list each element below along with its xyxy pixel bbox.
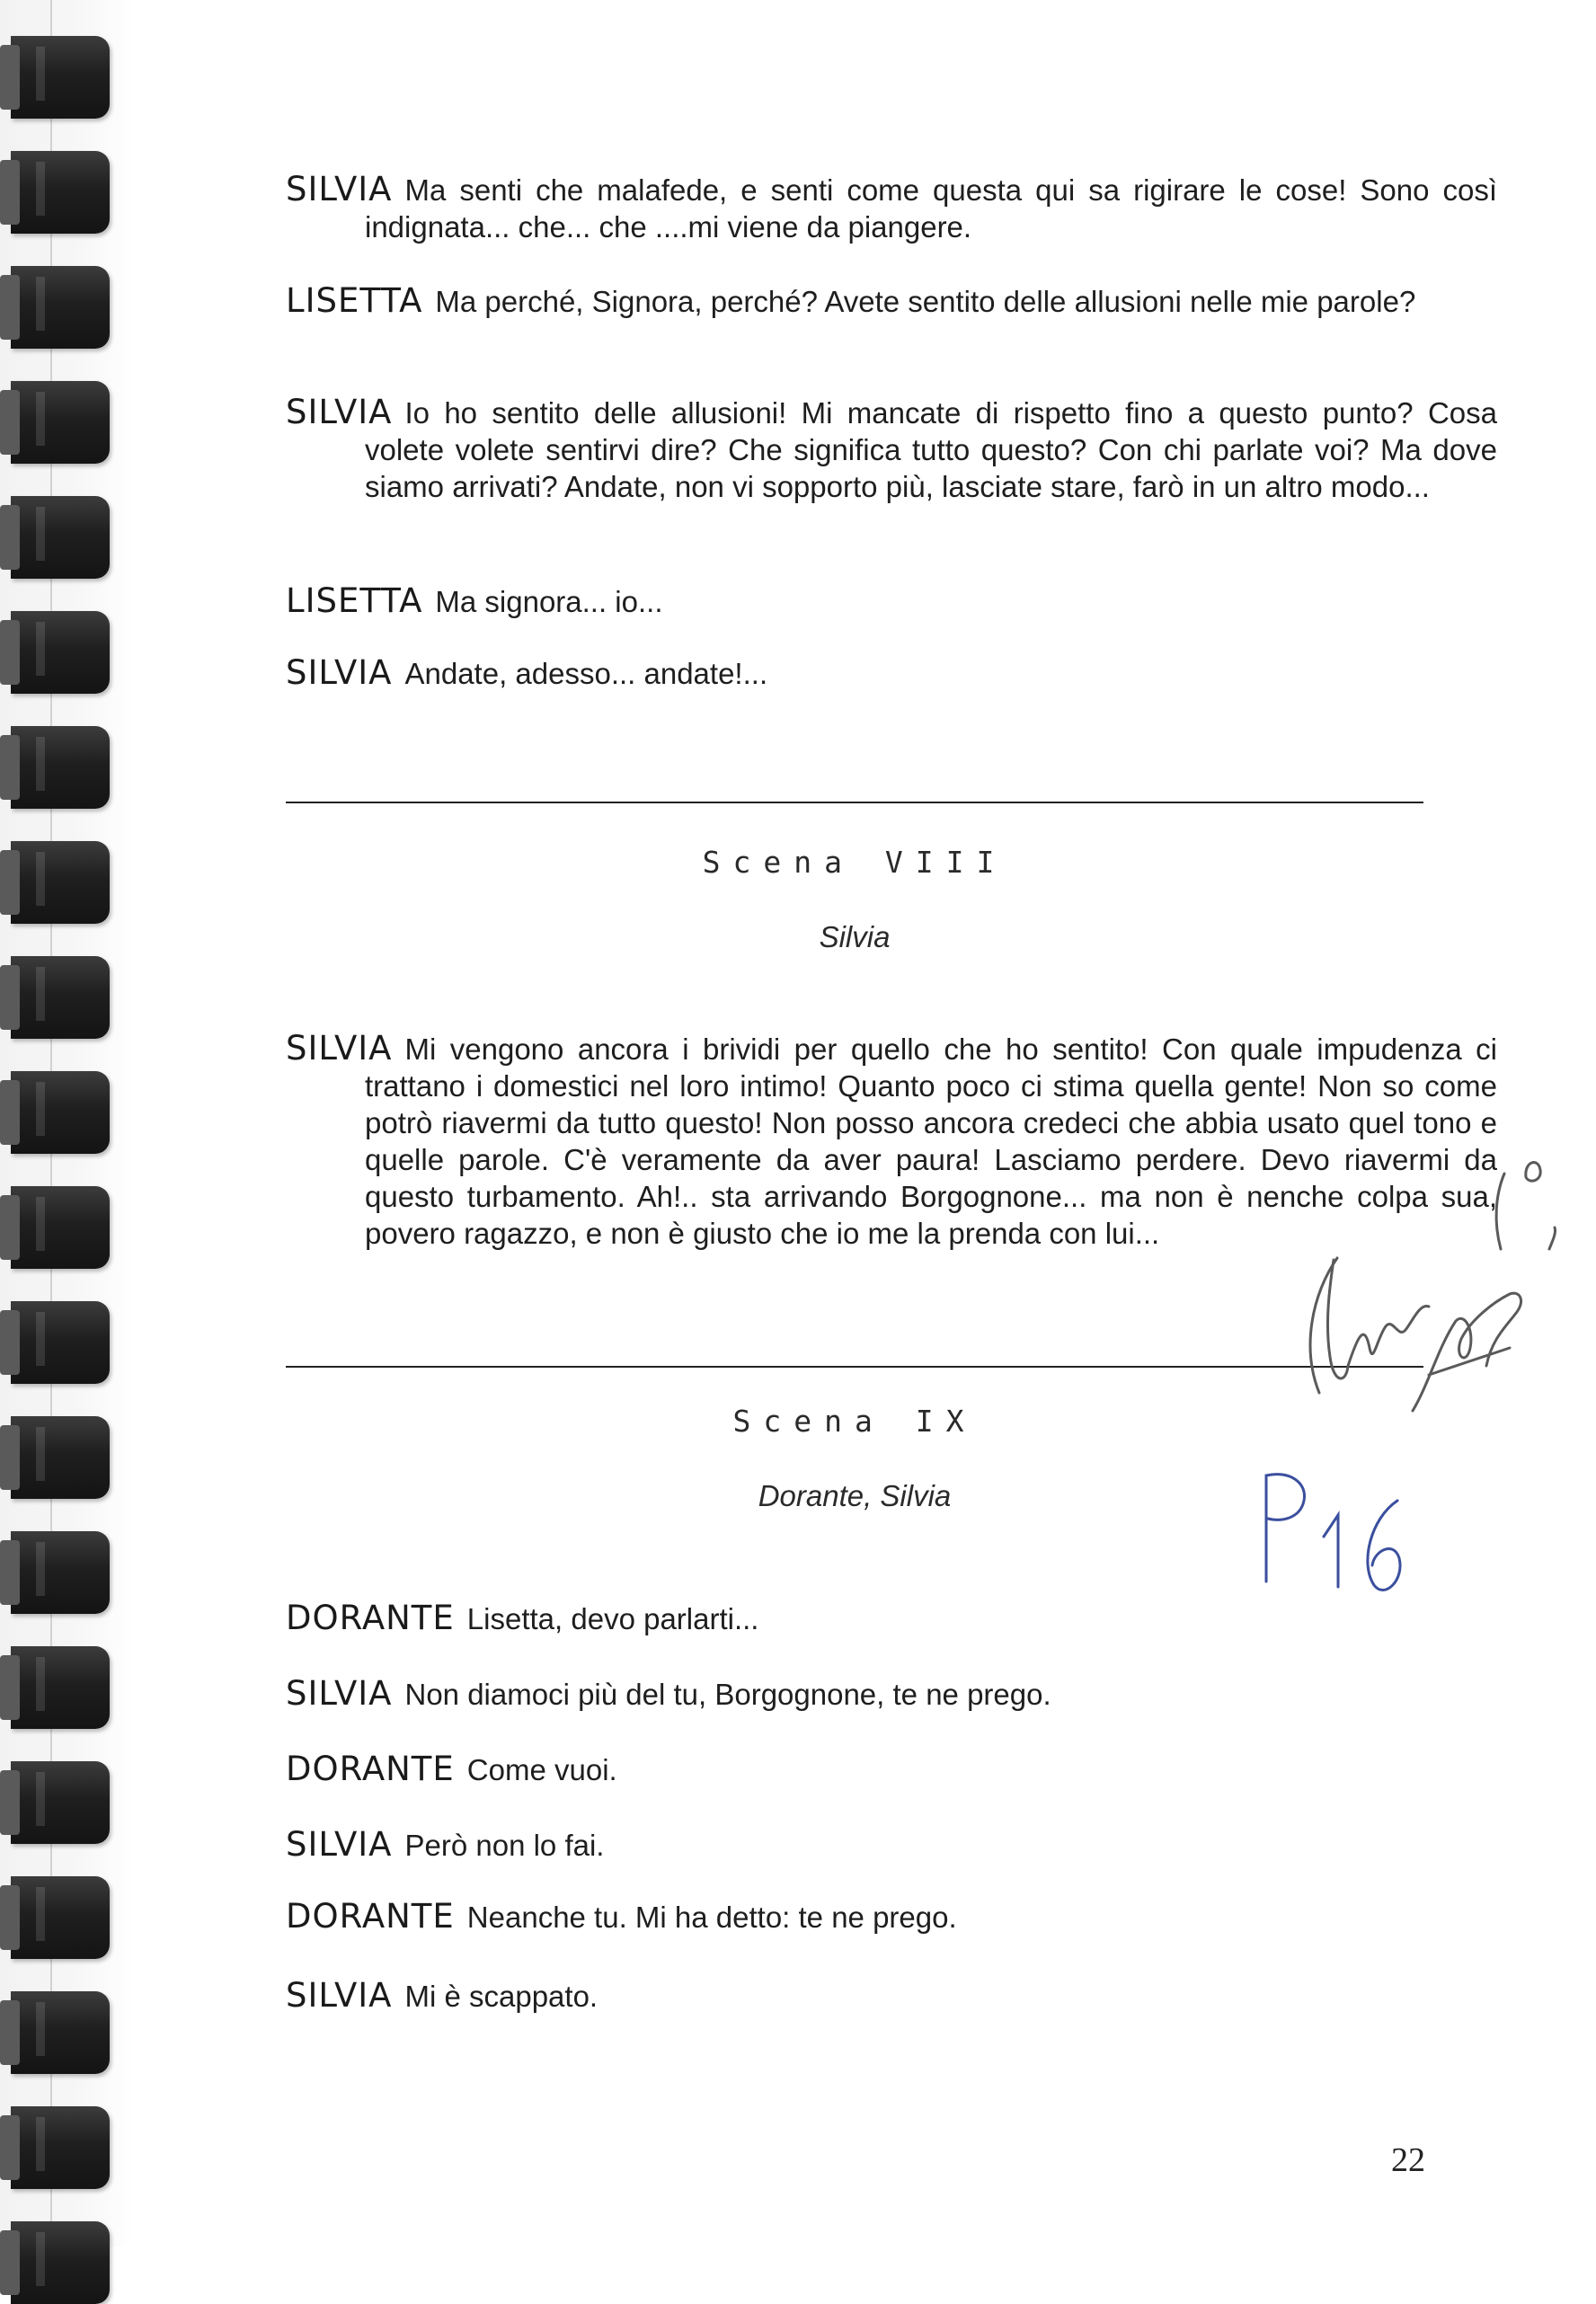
- binding-ring: [11, 956, 110, 1039]
- dialogue-text: Ma perché, Signora, perché? Avete sentito delle allusioni nelle mie parole?: [435, 285, 1416, 318]
- binding-ring: [11, 151, 110, 234]
- binding-ring: [11, 1416, 110, 1499]
- speaker-name: SILVIA: [286, 393, 393, 431]
- binding-ring: [11, 1186, 110, 1269]
- scene-characters: Silvia: [819, 920, 891, 953]
- binding-ring: [11, 1761, 110, 1844]
- handwritten-scene-end-note: [1294, 1240, 1546, 1420]
- binding-ring: [11, 381, 110, 464]
- scene-title: Scena IX: [732, 1404, 977, 1439]
- dialogue-text: Come vuoi.: [466, 1753, 617, 1786]
- speaker-name: SILVIA: [286, 1825, 393, 1864]
- dialogue-line: [286, 171, 1497, 245]
- dialogue-text: Andate, adesso... andate!...: [404, 657, 768, 690]
- binding-ring: [11, 1991, 110, 2074]
- speaker-name: SILVIA: [286, 170, 393, 208]
- speaker-name: DORANTE: [286, 1750, 455, 1788]
- dialogue-text: Ma senti che malafede, e senti come questa qui sa rigirare le cose! Sono così indignata... che... che ....mi viene da piangere.: [365, 173, 1497, 244]
- binding-ring: [11, 1876, 110, 1959]
- binding-ring: [11, 841, 110, 924]
- dialogue-text: Ma signora... io...: [435, 585, 663, 618]
- dialogue-line: [286, 1898, 1497, 1936]
- speaker-name: SILVIA: [286, 1976, 393, 2015]
- dialogue-text: Io ho sentito delle allusioni! Mi mancate di rispetto fino a questo punto? Cosa volete volete sentirvi dire? Che significa tutto questo? Con chi parlate voi? Ma dove siamo arrivati? Andate, non vi sopporto più, lasciate stare, farò in un altro modo...: [365, 396, 1497, 503]
- spiral-binding: [0, 0, 135, 2246]
- dialogue-line: [286, 582, 1497, 620]
- dialogue-line: [286, 1750, 1497, 1788]
- binding-ring: [11, 36, 110, 119]
- dialogue-text: Però non lo fai.: [404, 1829, 605, 1862]
- speaker-name: LISETTA: [286, 281, 423, 320]
- dialogue-line: [286, 1675, 1497, 1713]
- dialogue-line: [286, 394, 1497, 505]
- dialogue-text: Mi è scappato.: [404, 1980, 598, 2013]
- dialogue-line: [286, 1030, 1497, 1252]
- binding-ring: [11, 611, 110, 694]
- page-number: 22: [1391, 2141, 1425, 2179]
- binding-ring: [11, 1531, 110, 1614]
- dialogue-line: [286, 654, 1497, 692]
- dialogue-line: [286, 1826, 1497, 1864]
- dialogue-line: [286, 1977, 1497, 2015]
- dialogue-text: Mi vengono ancora i brividi per quello che ho sentito! Con quale impudenza ci trattano i domestici nel loro intimo! Quanto poco ci stima quella gente! Non so come potrò riavermi da tutto questo! Non posso ancora credeci che abbia usato quel tono e quelle parole. C'è veramente da aver paura! Lasciamo perdere. Devo riavermi da questo turbamento. Ah!.. sta arrivando Borgognone... ma non è nenche colpa sua, povero ragazzo, e non è giusto che io me la prenda con lui...: [365, 1032, 1497, 1250]
- scene-divider: [286, 802, 1423, 803]
- binding-ring: [11, 1646, 110, 1729]
- speaker-name: DORANTE: [286, 1897, 455, 1936]
- speaker-name: SILVIA: [286, 1029, 393, 1068]
- binding-ring: [11, 726, 110, 809]
- binding-ring: [11, 2221, 110, 2304]
- speaker-name: SILVIA: [286, 1674, 393, 1713]
- binding-ring: [11, 266, 110, 349]
- dialogue-text: Lisetta, devo parlarti...: [466, 1602, 759, 1635]
- dialogue-line: [286, 1600, 1497, 1637]
- binding-ring: [11, 1301, 110, 1384]
- speaker-name: LISETTA: [286, 581, 423, 620]
- speaker-name: DORANTE: [286, 1599, 455, 1637]
- speaker-name: SILVIA: [286, 653, 393, 692]
- dialogue-line: [286, 282, 1497, 320]
- scene-characters: Dorante, Silvia: [758, 1479, 952, 1512]
- dialogue-text: Neanche tu. Mi ha detto: te ne prego.: [466, 1901, 957, 1934]
- binding-ring: [11, 2106, 110, 2189]
- scene-divider: [286, 1366, 1423, 1368]
- scene-title: Scena VIII: [702, 845, 1007, 880]
- binding-ring: [11, 496, 110, 579]
- dialogue-text: Non diamoci più del tu, Borgognone, te ne prego.: [404, 1678, 1051, 1711]
- binding-ring: [11, 1071, 110, 1154]
